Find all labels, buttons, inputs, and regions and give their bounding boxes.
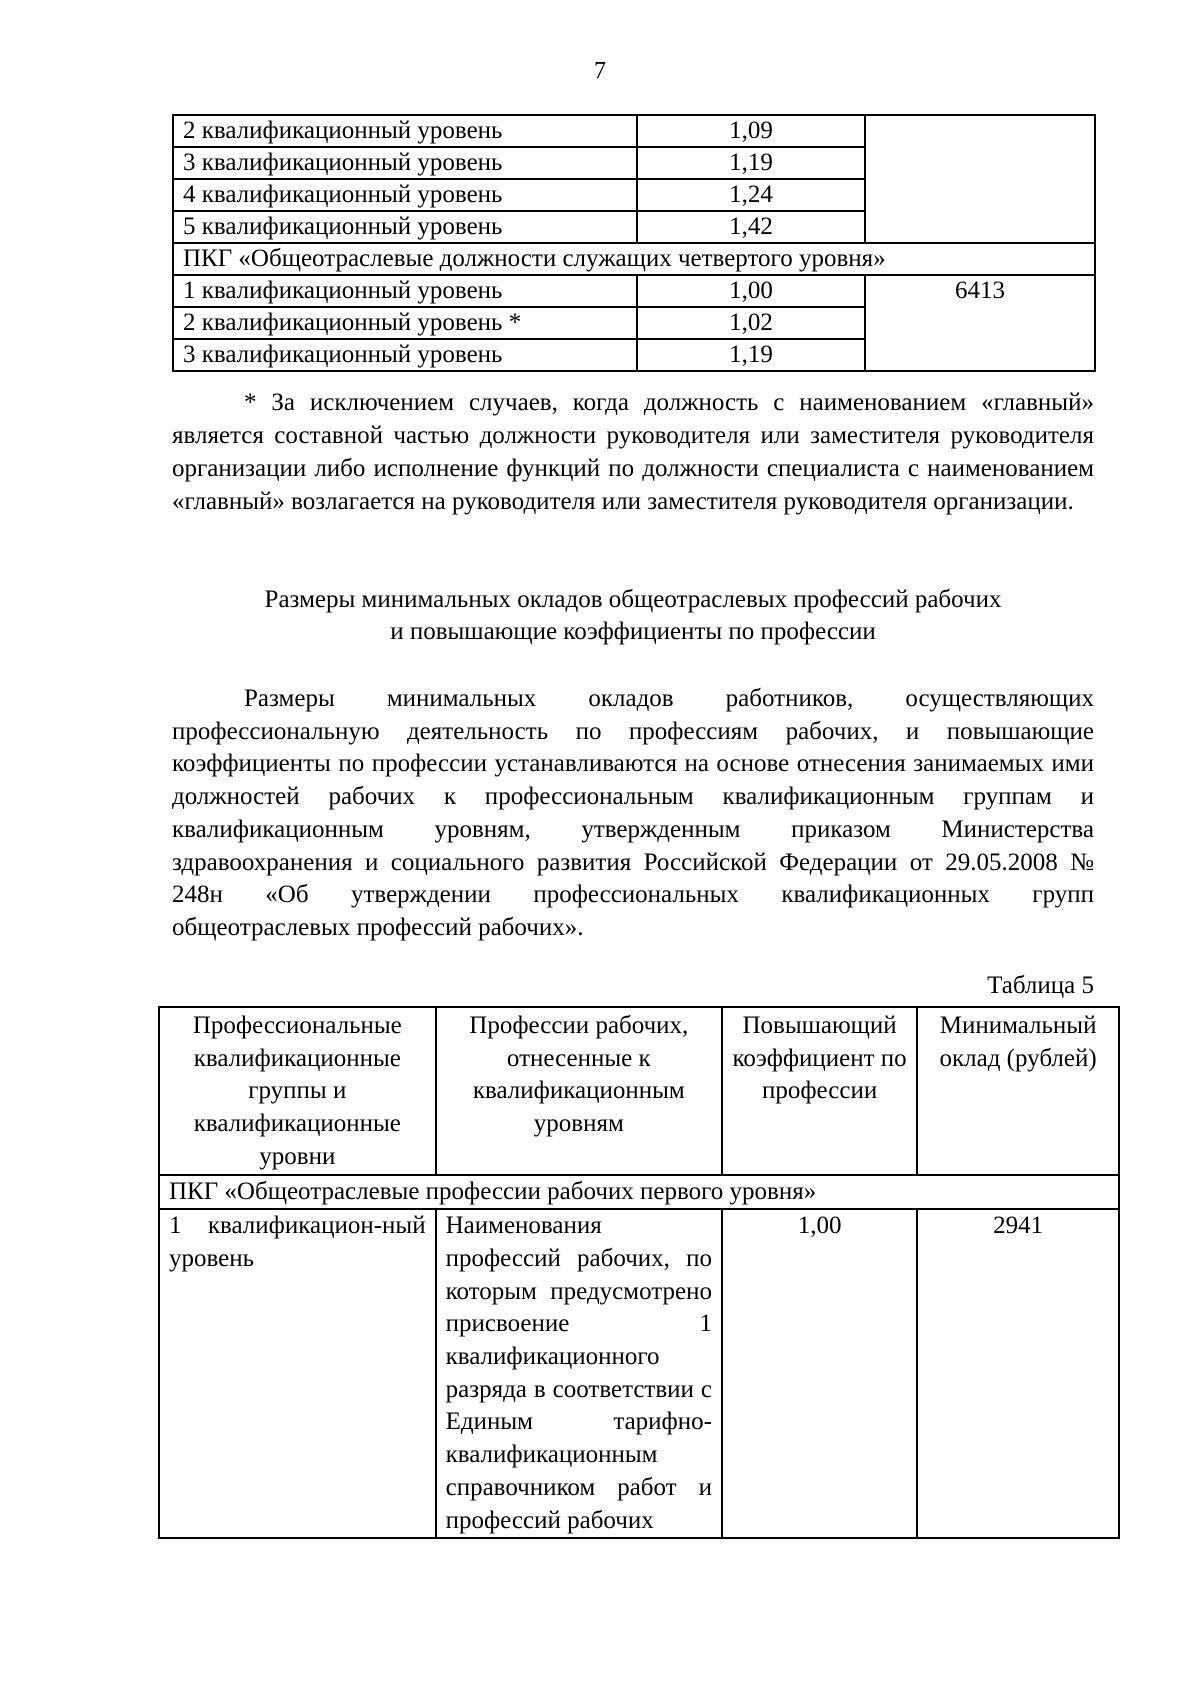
group-header-row	[173, 243, 1095, 275]
coefficient-cell: 1,02	[637, 307, 865, 339]
group-header-row	[159, 1175, 1119, 1210]
table-row	[173, 115, 1095, 147]
level-cell: 5 квалификационный уровень	[173, 211, 637, 243]
table-caption: Таблица 5	[987, 972, 1094, 999]
coefficient-cell: 1,24	[637, 179, 865, 211]
professions-cell: Наименования профессий рабочих, по которым предусмотрено присвоение 1 квалификационного разряда в соответствии с Единым тарифно-квалификационным справочником работ и профессий рабочих	[436, 1209, 722, 1538]
salary-cell: 2941	[917, 1209, 1119, 1538]
table-header-row	[159, 1007, 1119, 1175]
footnote-text: * За исключением случаев, когда должность с наименованием «главный» является составной частью должности руководителя или заместителя руководителя организации либо исполнение функций по должности специалиста с наименованием «главный» возлагается на руководителя или заместителя руководителя организации.	[172, 389, 1094, 515]
footnote	[172, 386, 1094, 518]
level-cell: 1 квалификацион-ный уровень	[159, 1209, 436, 1538]
coefficient-cell: 1,19	[637, 147, 865, 179]
level-cell: 2 квалификационный уровень	[173, 115, 637, 147]
coefficient-cell: 1,19	[637, 339, 865, 371]
level-cell: 3 квалификационный уровень	[173, 147, 637, 179]
table-row	[173, 275, 1095, 307]
column-header-coefficient: Повышающий коэффициент по профессии	[722, 1007, 917, 1175]
level-cell: 3 квалификационный уровень	[173, 339, 637, 371]
column-header-salary: Минимальный оклад (рублей)	[917, 1007, 1119, 1175]
table-row	[159, 1209, 1119, 1538]
table-5	[158, 1006, 1120, 1539]
intro-paragraph-text: Размеры минимальных окладов работников, осуществляющих профессиональную деятельность по профессиям рабочих, и повышающие коэффициенты по профессии устанавливаются на основе отнесения занимаемых ими должностей рабочих к профессиональным квалификационным группам и квалификационным уровням, утвержденным приказом Министерства здравоохранения и социального развития Российской Федерации от 29.05.2008 № 248н «Об утверждении профессиональных квалификационных групп общеотраслевых профессий рабочих».	[172, 685, 1094, 941]
column-header-groups: Профессиональные квалификационные группы и квалификационные уровни	[159, 1007, 436, 1175]
intro-paragraph	[172, 683, 1094, 945]
coefficient-cell: 1,42	[637, 211, 865, 243]
section-heading-line-1: Размеры минимальных окладов общеотраслевых профессий рабочих	[264, 586, 1002, 613]
level-cell: 1 квалификационный уровень	[173, 275, 637, 307]
coefficient-cell: 1,00	[637, 275, 865, 307]
coefficient-cell: 1,00	[722, 1209, 917, 1538]
level-cell: 2 квалификационный уровень *	[173, 307, 637, 339]
page-number: 7	[594, 58, 606, 84]
salary-coefficients-table-continued	[172, 114, 1096, 372]
section-heading	[172, 584, 1094, 648]
level-cell: 4 квалификационный уровень	[173, 179, 637, 211]
coefficient-cell: 1,09	[637, 115, 865, 147]
section-heading-line-2: и повышающие коэффициенты по профессии	[390, 618, 876, 645]
salary-cell: 6413	[865, 275, 1095, 371]
group-header-cell: ПКГ «Общеотраслевые должности служащих четвертого уровня»	[173, 243, 1095, 275]
group-header-cell: ПКГ «Общеотраслевые профессии рабочих первого уровня»	[159, 1175, 1119, 1210]
column-header-professions: Профессии рабочих, отнесенные к квалификационным уровням	[436, 1007, 722, 1175]
salary-cell-empty	[865, 115, 1095, 243]
